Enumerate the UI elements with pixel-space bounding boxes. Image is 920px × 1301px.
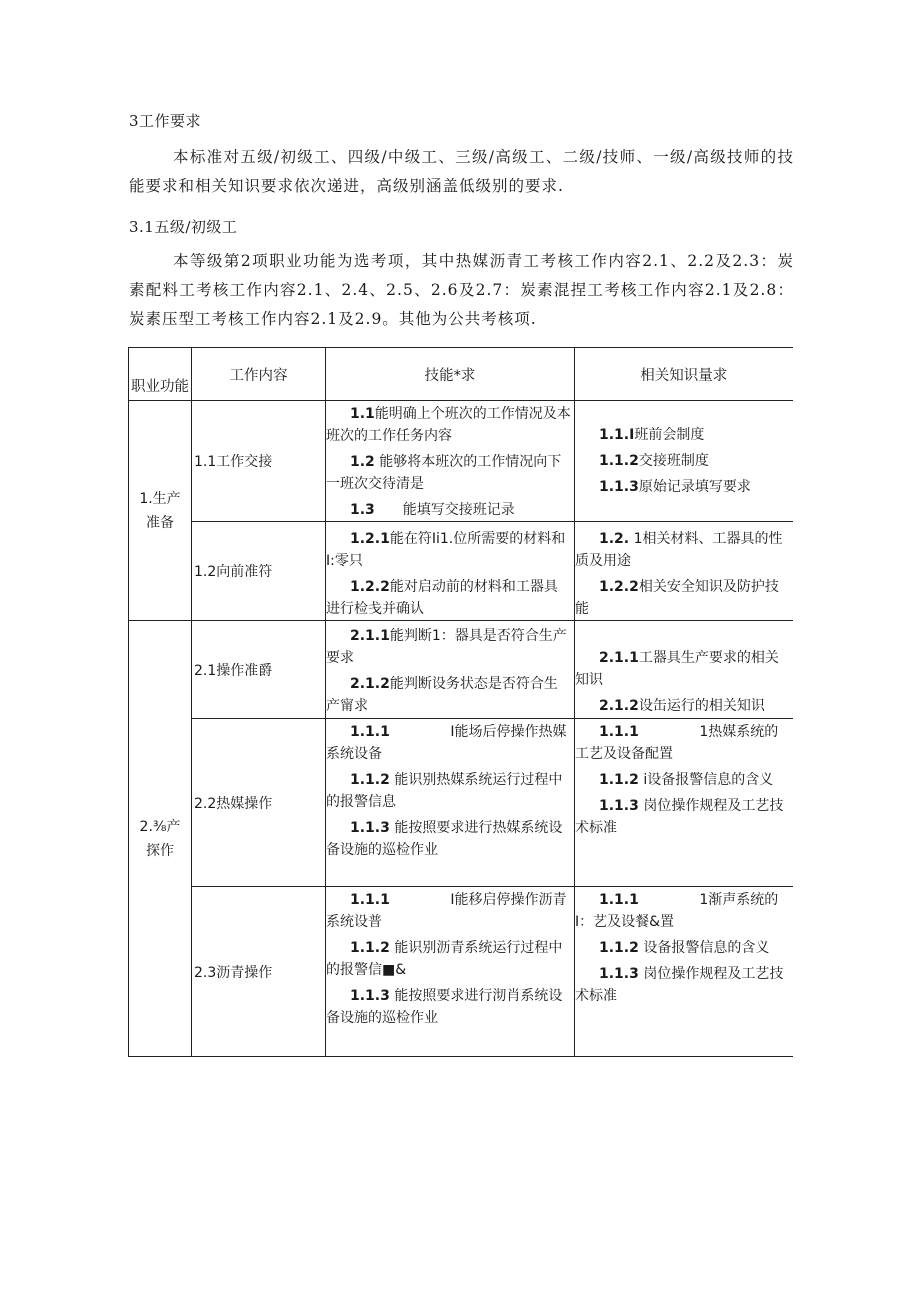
skill-item: 1.1能明确上个班次的工作情况及本班次的工作任务内容 <box>326 406 571 444</box>
knowledge-item: 1.1.2 设备报警信息的含义 <box>599 940 770 956</box>
knowledge-item: 1.1.2 i设备报警信息的含义 <box>599 772 774 788</box>
knowledge-item: 1.1.1 1热媒系统的工艺及设备配置 <box>575 724 779 762</box>
knowledge-item: 1.1.3 岗位操作规程及工艺技术标准 <box>575 798 784 836</box>
content-cell: 2.2热媒操作 <box>192 719 326 887</box>
knowledge-item: 1.1.I班前会制度 <box>599 427 705 443</box>
knowledge-item: 2.1.1工器具生产要求的相关知识 <box>575 650 779 688</box>
skills-cell <box>326 887 575 1057</box>
section-3-title: 3工作要求 <box>129 112 202 130</box>
section-3-1-title: 3.1五级/初级工 <box>129 218 238 236</box>
table-row <box>129 719 793 887</box>
skill-item: 1.1.1 I能场后停操作热媒系统设备 <box>326 724 567 762</box>
table-row <box>129 887 793 1057</box>
content-cell: 1.1工作交接 <box>192 401 326 522</box>
knowledge-cell <box>575 887 793 1057</box>
skill-item: 2.1.1能判断1：器具是否符合生产要求 <box>326 628 567 666</box>
knowledge-item: 1.2.2相关安全知识及防护技能 <box>575 579 779 617</box>
skills-cell <box>326 719 575 887</box>
header-knowledge: 相关知识量求 <box>575 348 793 401</box>
skill-item: 1.2.1能在符Ii1.位所需要的材料和I:零只 <box>326 531 566 569</box>
header-skills: 技能*求 <box>326 348 575 401</box>
skill-item: 1.2.2能对启动前的材料和工器具进行检戋并确认 <box>326 579 558 617</box>
skill-item: 2.1.2能判断设务状态是否符合生产甯求 <box>326 676 558 714</box>
skill-item: 1.3 能填写交接班记录 <box>350 502 515 518</box>
content-cell: 1.2向前准符 <box>192 522 326 621</box>
knowledge-item: 1.2. 1相关材料、工器具的性质及用途 <box>575 531 783 569</box>
section-3-paragraph: 本标准对五级/初级工、四级/中级工、三级/高级工、二级/技师、一级/高级技师的技能要求和相关知识要求依次递进，高级别涵盖低级别的要求. <box>129 148 794 195</box>
header-function: 职业功能 <box>129 348 192 401</box>
skill-item: 1.1.3 能按照要求进行沏肖系统设备设施的巡检作业 <box>326 988 563 1026</box>
skill-item: 1.1.3 能按照要求进行热媒系统设备设施的巡检作业 <box>326 820 563 858</box>
knowledge-item: 2.1.2设缶运行的相关知识 <box>599 698 765 714</box>
content-cell: 2.1操作准爵 <box>192 621 326 719</box>
skill-item: 1.1.1 I能移启停操作沥青系统设普 <box>326 892 567 930</box>
knowledge-item: 1.1.3 岗位操作规程及工艺技术标准 <box>575 966 784 1004</box>
knowledge-item: 1.1.1 1渐声系统的I：艺及设餐&置 <box>575 892 779 930</box>
knowledge-item: 1.1.2交接班制度 <box>599 453 709 469</box>
knowledge-cell <box>575 522 793 621</box>
skills-cell <box>326 522 575 621</box>
skill-item: 1.2 能够将本班次的工作情况向下一班次交待清是 <box>326 454 562 492</box>
content-cell: 2.3沥青操作 <box>192 887 326 1057</box>
skills-cell <box>326 401 575 522</box>
knowledge-cell <box>575 621 793 719</box>
table-row <box>129 401 793 522</box>
table-row <box>129 522 793 621</box>
function-label: 2.⅜产探作 <box>139 818 181 859</box>
skill-item: 1.1.2 能识别热媒系统运行过程中的报警信息 <box>326 772 563 810</box>
function-cell <box>129 621 192 1057</box>
table-row <box>129 621 793 719</box>
skill-item: 1.1.2 能识别沥青系统运行过程中的报警信■& <box>326 940 563 978</box>
section-3-1-paragraph: 本等级第2项职业功能为选考项，其中热媒沥青工考核工作内容2.1、2.2及2.3：炭素配料工考核工作内容2.1、2.4、2.5、2.6及2.7：炭素混捏工考核工作内容2.1及2.8：炭素压型工考核工作内容2.1及2.9。其他为公共考核项. <box>129 252 794 328</box>
header-content: 工作内容 <box>192 348 326 401</box>
requirements-table <box>128 347 793 1057</box>
skills-cell <box>326 621 575 719</box>
knowledge-item: 1.1.3原始记录填写要求 <box>599 479 751 495</box>
knowledge-cell <box>575 719 793 887</box>
knowledge-cell <box>575 401 793 522</box>
table-header-row <box>129 348 793 401</box>
function-label: 1.生产准备 <box>139 490 181 531</box>
function-cell <box>129 401 192 621</box>
